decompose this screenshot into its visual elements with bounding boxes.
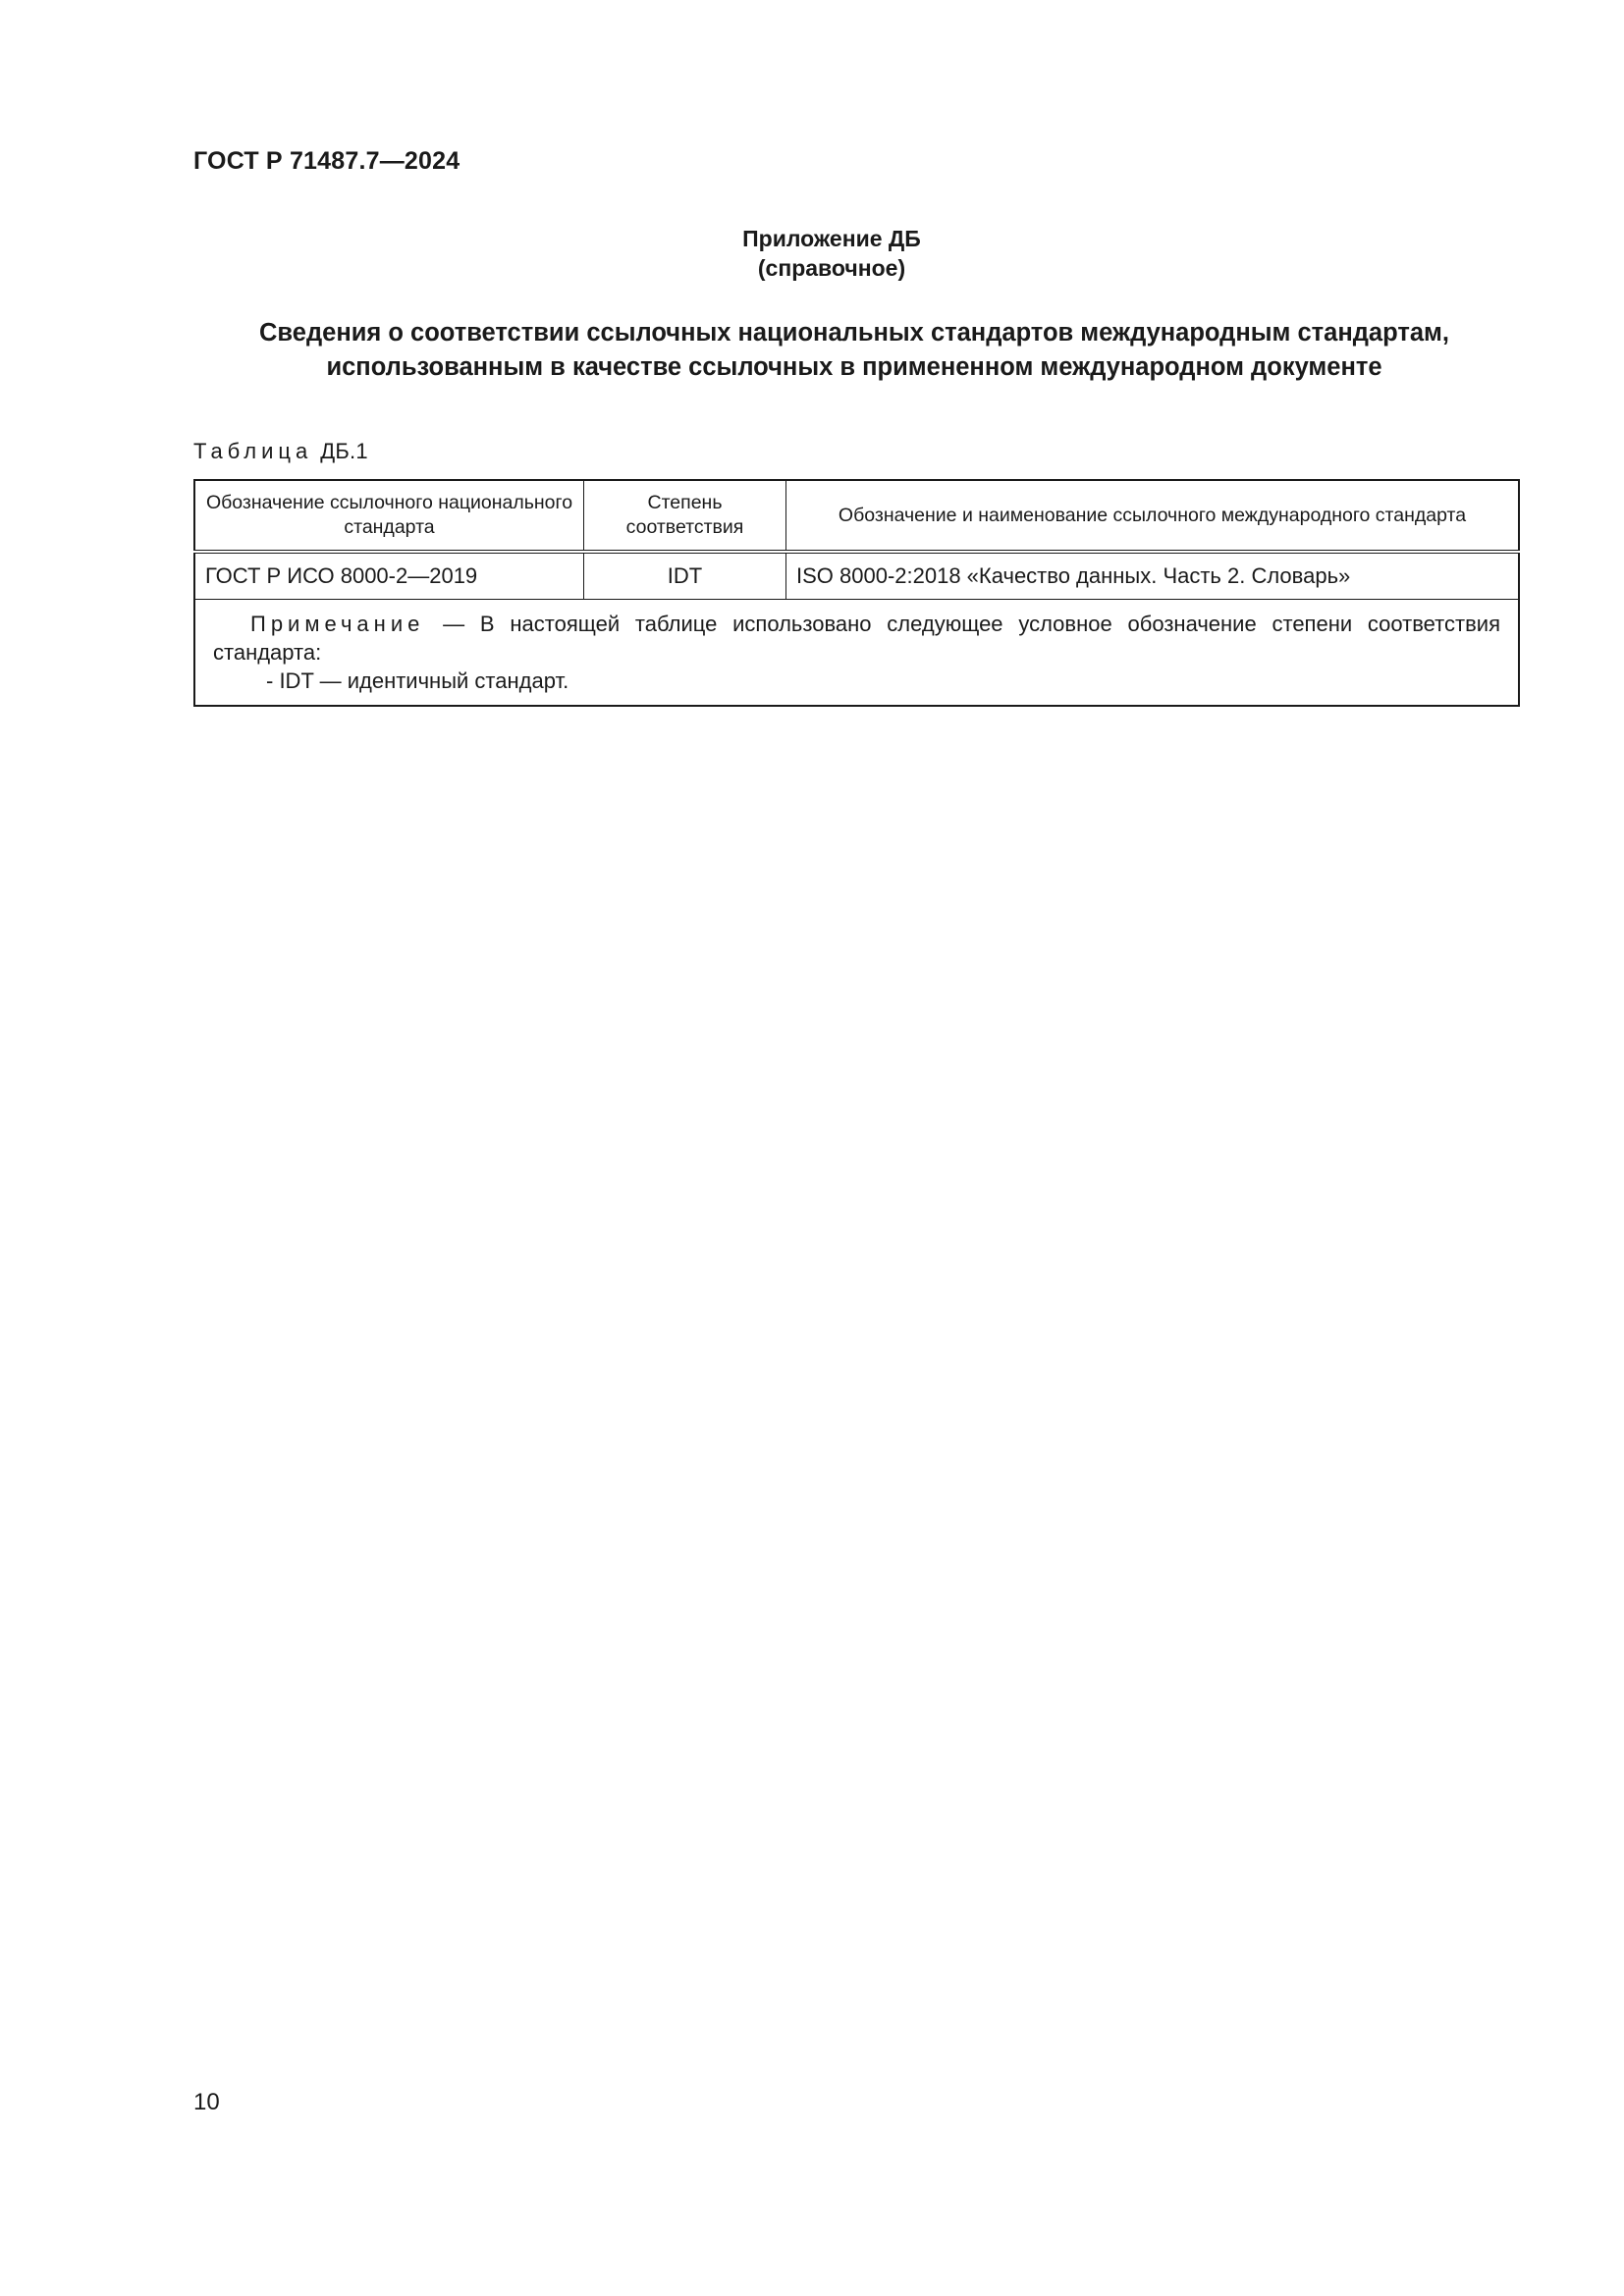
table-caption-label: Таблица — [193, 439, 313, 463]
cell-national-standard: ГОСТ Р ИСО 8000-2—2019 — [194, 552, 584, 600]
table-note-row — [194, 600, 1519, 707]
reference-standards-table — [193, 479, 1520, 707]
header-degree: Степень соответствия — [584, 480, 786, 552]
table-row — [194, 552, 1519, 600]
page-number: 10 — [193, 2089, 220, 2115]
appendix-kind: (справочное) — [757, 255, 906, 281]
header-national-standard: Обозначение ссылочного национального стандарта — [194, 480, 584, 552]
cell-degree: IDT — [584, 552, 786, 600]
table-header-row — [194, 480, 1519, 552]
note-body: — В настоящей таблице использовано следующее условное обозначение степени соответствия стандарта: — [213, 612, 1500, 665]
note-text — [213, 610, 1500, 667]
appendix-title: Приложение ДБ — [742, 226, 921, 251]
header-international-standard: Обозначение и наименование ссылочного международного стандарта — [786, 480, 1520, 552]
table-caption — [193, 439, 368, 464]
section-title-line-2: использованным в качестве ссылочных в примененном международном документе — [326, 353, 1382, 381]
cell-international-standard: ISO 8000-2:2018 «Качество данных. Часть 2. Словарь» — [786, 552, 1520, 600]
note-list-item: - IDT — идентичный стандарт. — [266, 668, 569, 693]
document-code: ГОСТ Р 71487.7—2024 — [193, 147, 460, 175]
note-label: Примечание — [250, 612, 425, 636]
section-title — [187, 316, 1522, 385]
section-title-line-1: Сведения о соответствии ссылочных национальных стандартов международным стандартам, — [259, 319, 1449, 347]
appendix-heading — [0, 224, 1624, 283]
table-note — [194, 600, 1519, 707]
table-caption-number: ДБ.1 — [320, 439, 368, 463]
